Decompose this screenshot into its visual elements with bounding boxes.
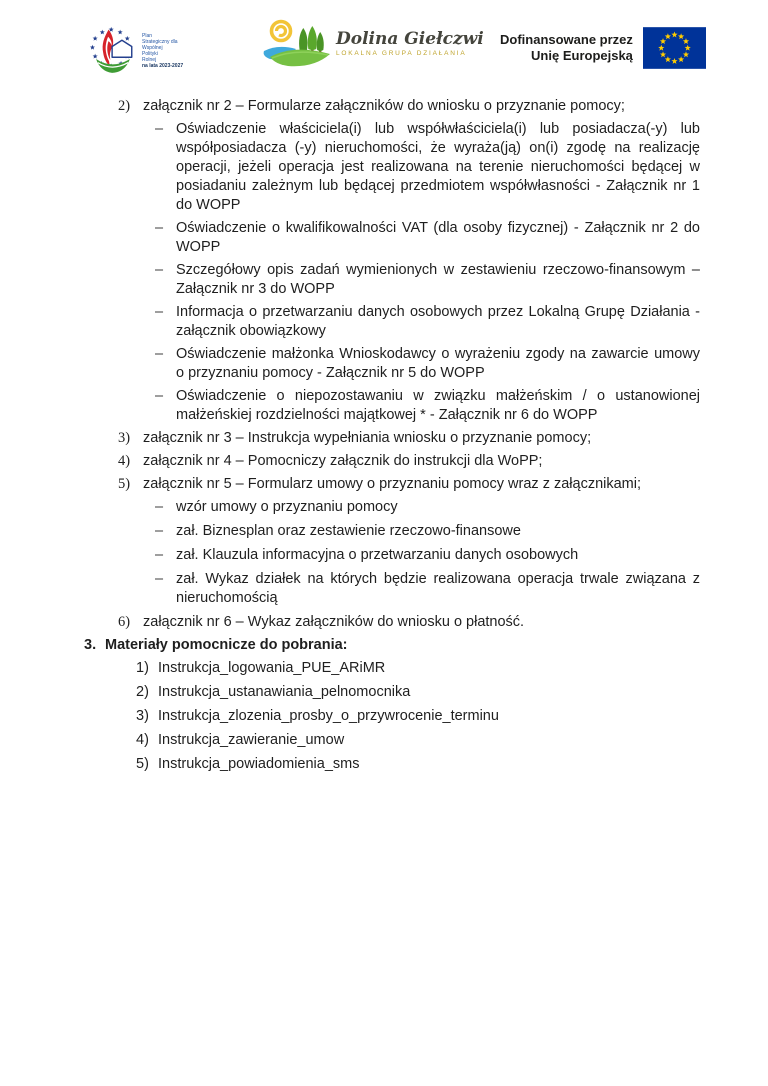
dash-bullet: – — [155, 220, 164, 236]
list-item-text: Informacja o przetwarzaniu danych osobowych przez Lokalną Grupę Działania - załącznik obowiązkowy — [176, 304, 700, 339]
list-marker: 2) — [136, 684, 149, 700]
attachment-item-3 — [84, 429, 700, 448]
material-item — [84, 683, 700, 702]
dash-bullet: – — [155, 499, 164, 515]
prow-emblem-icon — [88, 26, 138, 76]
list-item-text: Oświadczenie małżonka Wnioskodawcy o wyrażeniu zgody na zawarcie umowy o przyznaniu pomocy - Załącznik nr 5 do WOPP — [176, 346, 700, 381]
list-item-text: załącznik nr 5 – Formularz umowy o przyznaniu pomocy wraz z załącznikami; — [143, 476, 642, 492]
prow-text-line: Wspólnej — [142, 45, 163, 51]
list-item-text: zał. Klauzula informacyjna o przetwarzaniu danych osobowych — [176, 547, 579, 563]
attachment-item-5 — [84, 475, 700, 494]
list-item-text: zał. Biznesplan oraz zestawienie rzeczowo-finansowe — [176, 523, 521, 539]
prow-2023-2027-logo — [88, 26, 183, 76]
eu-funding-line1: Dofinansowane przez — [500, 32, 633, 47]
prow-text-line: Rolnej — [142, 57, 157, 63]
lgd-title: Dolina Giełczwi — [336, 29, 484, 49]
dash-bullet: – — [155, 304, 164, 320]
list-item-text: załącznik nr 4 – Pomocniczy załącznik do instrukcji dla WoPP; — [143, 453, 543, 469]
material-item — [84, 755, 700, 774]
dash-bullet: – — [155, 262, 164, 278]
dash-bullet: – — [155, 121, 164, 137]
list-item-text: Szczegółowy opis zadań wymienionych w zestawieniu rzeczowo-finansowym – Załącznik nr 3 do WOPP — [176, 262, 700, 297]
list-item-text: Instrukcja_logowania_PUE_ARiMR — [158, 660, 386, 676]
list-item-text: Oświadczenie właściciela(i) lub współwłaściciela(i) lub posiadacza(-y) lub współposiadacza (-y) nieruchomości, że wyraża(ją) on(i) zgodę na realizację operacji, jeżeli operacja jest realizowana na terenie nieruchomości będącej w posiadaniu zależnym lub będącej przedmiotem współwłasności - Załącznik nr 1 do WOPP — [176, 121, 700, 213]
section-heading-materials — [84, 636, 700, 655]
prow-text-line: Strategiczny dla — [142, 39, 178, 45]
list-item-text: zał. Wykaz działek na których będzie realizowana operacja trwale związana z nieruchomością — [176, 571, 700, 606]
page-header — [0, 0, 768, 86]
list-item-text: załącznik nr 3 – Instrukcja wypełniania wniosku o przyznanie pomocy; — [143, 430, 592, 446]
list-item-text: Instrukcja_zawieranie_umow — [158, 732, 345, 748]
dolina-gielczwi-logo — [262, 16, 484, 70]
list-marker: 3) — [118, 430, 131, 446]
list-item-text: załącznik nr 2 – Formularze załączników do wniosku o przyznanie pomocy; — [143, 98, 625, 114]
attachment-subitem — [84, 522, 700, 541]
attachment-item-6 — [84, 613, 700, 632]
attachment-subitem — [84, 303, 700, 341]
eu-funding-logo — [500, 27, 706, 69]
attachment-subitem — [84, 261, 700, 299]
lgd-subtitle: LOKALNA GRUPA DZIAŁANIA — [336, 50, 467, 57]
dash-bullet: – — [155, 523, 164, 539]
list-item-text: wzór umowy o przyznaniu pomocy — [176, 499, 398, 515]
prow-logo-text — [142, 33, 183, 69]
dash-bullet: – — [155, 571, 164, 587]
attachment-item-2 — [84, 97, 700, 116]
prow-text-line: Polityki — [142, 51, 158, 57]
attachment-subitem — [84, 546, 700, 565]
list-item-text: załącznik nr 6 – Wykaz załączników do wniosku o płatność. — [143, 614, 525, 630]
dash-bullet: – — [155, 547, 164, 563]
attachment-subitem — [84, 498, 700, 517]
list-marker: 5) — [136, 756, 149, 772]
attachment-subitem — [84, 120, 700, 215]
material-item — [84, 731, 700, 750]
list-marker: 4) — [136, 732, 149, 748]
list-marker: 1) — [136, 660, 149, 676]
dash-bullet: – — [155, 388, 164, 404]
list-marker: 2) — [118, 98, 131, 114]
lgd-landscape-icon — [262, 16, 334, 70]
list-marker: 3) — [136, 708, 149, 724]
eu-funding-text — [500, 32, 633, 64]
list-item-text: Oświadczenie o niepozostawaniu w związku małżeńskim / o ustanowionej małżeńskiej rozdzielności majątkowej * - Załącznik nr 6 do WOPP — [176, 388, 700, 423]
attachment-subitem — [84, 570, 700, 608]
attachment-item-4 — [84, 452, 700, 471]
material-item — [84, 707, 700, 726]
section-marker: 3. — [84, 637, 97, 653]
attachment-subitem — [84, 345, 700, 383]
eu-funding-line2: Unię Europejską — [531, 48, 633, 63]
list-item-text: Instrukcja_powiadomienia_sms — [158, 756, 360, 772]
list-item-text: Instrukcja_ustanawiania_pelnomocnika — [158, 684, 411, 700]
attachment-subitem — [84, 387, 700, 425]
eu-flag-icon — [643, 27, 706, 69]
lgd-logo-text — [336, 30, 484, 57]
dash-bullet: – — [155, 346, 164, 362]
attachment-subitem — [84, 219, 700, 257]
list-marker: 5) — [118, 476, 131, 492]
section-title: Materiały pomocnicze do pobrania: — [105, 637, 348, 653]
list-marker: 6) — [118, 614, 131, 630]
list-item-text: Instrukcja_zlozenia_prosby_o_przywrocenie_terminu — [158, 708, 499, 724]
material-item — [84, 659, 700, 678]
prow-text-line: Plan — [142, 33, 153, 39]
list-item-text: Oświadczenie o kwalifikowalności VAT (dla osoby fizycznej) - Załącznik nr 2 do WOPP — [176, 220, 700, 255]
prow-text-line: na lata 2023-2027 — [142, 63, 184, 69]
list-marker: 4) — [118, 453, 131, 469]
document-body — [84, 97, 700, 779]
